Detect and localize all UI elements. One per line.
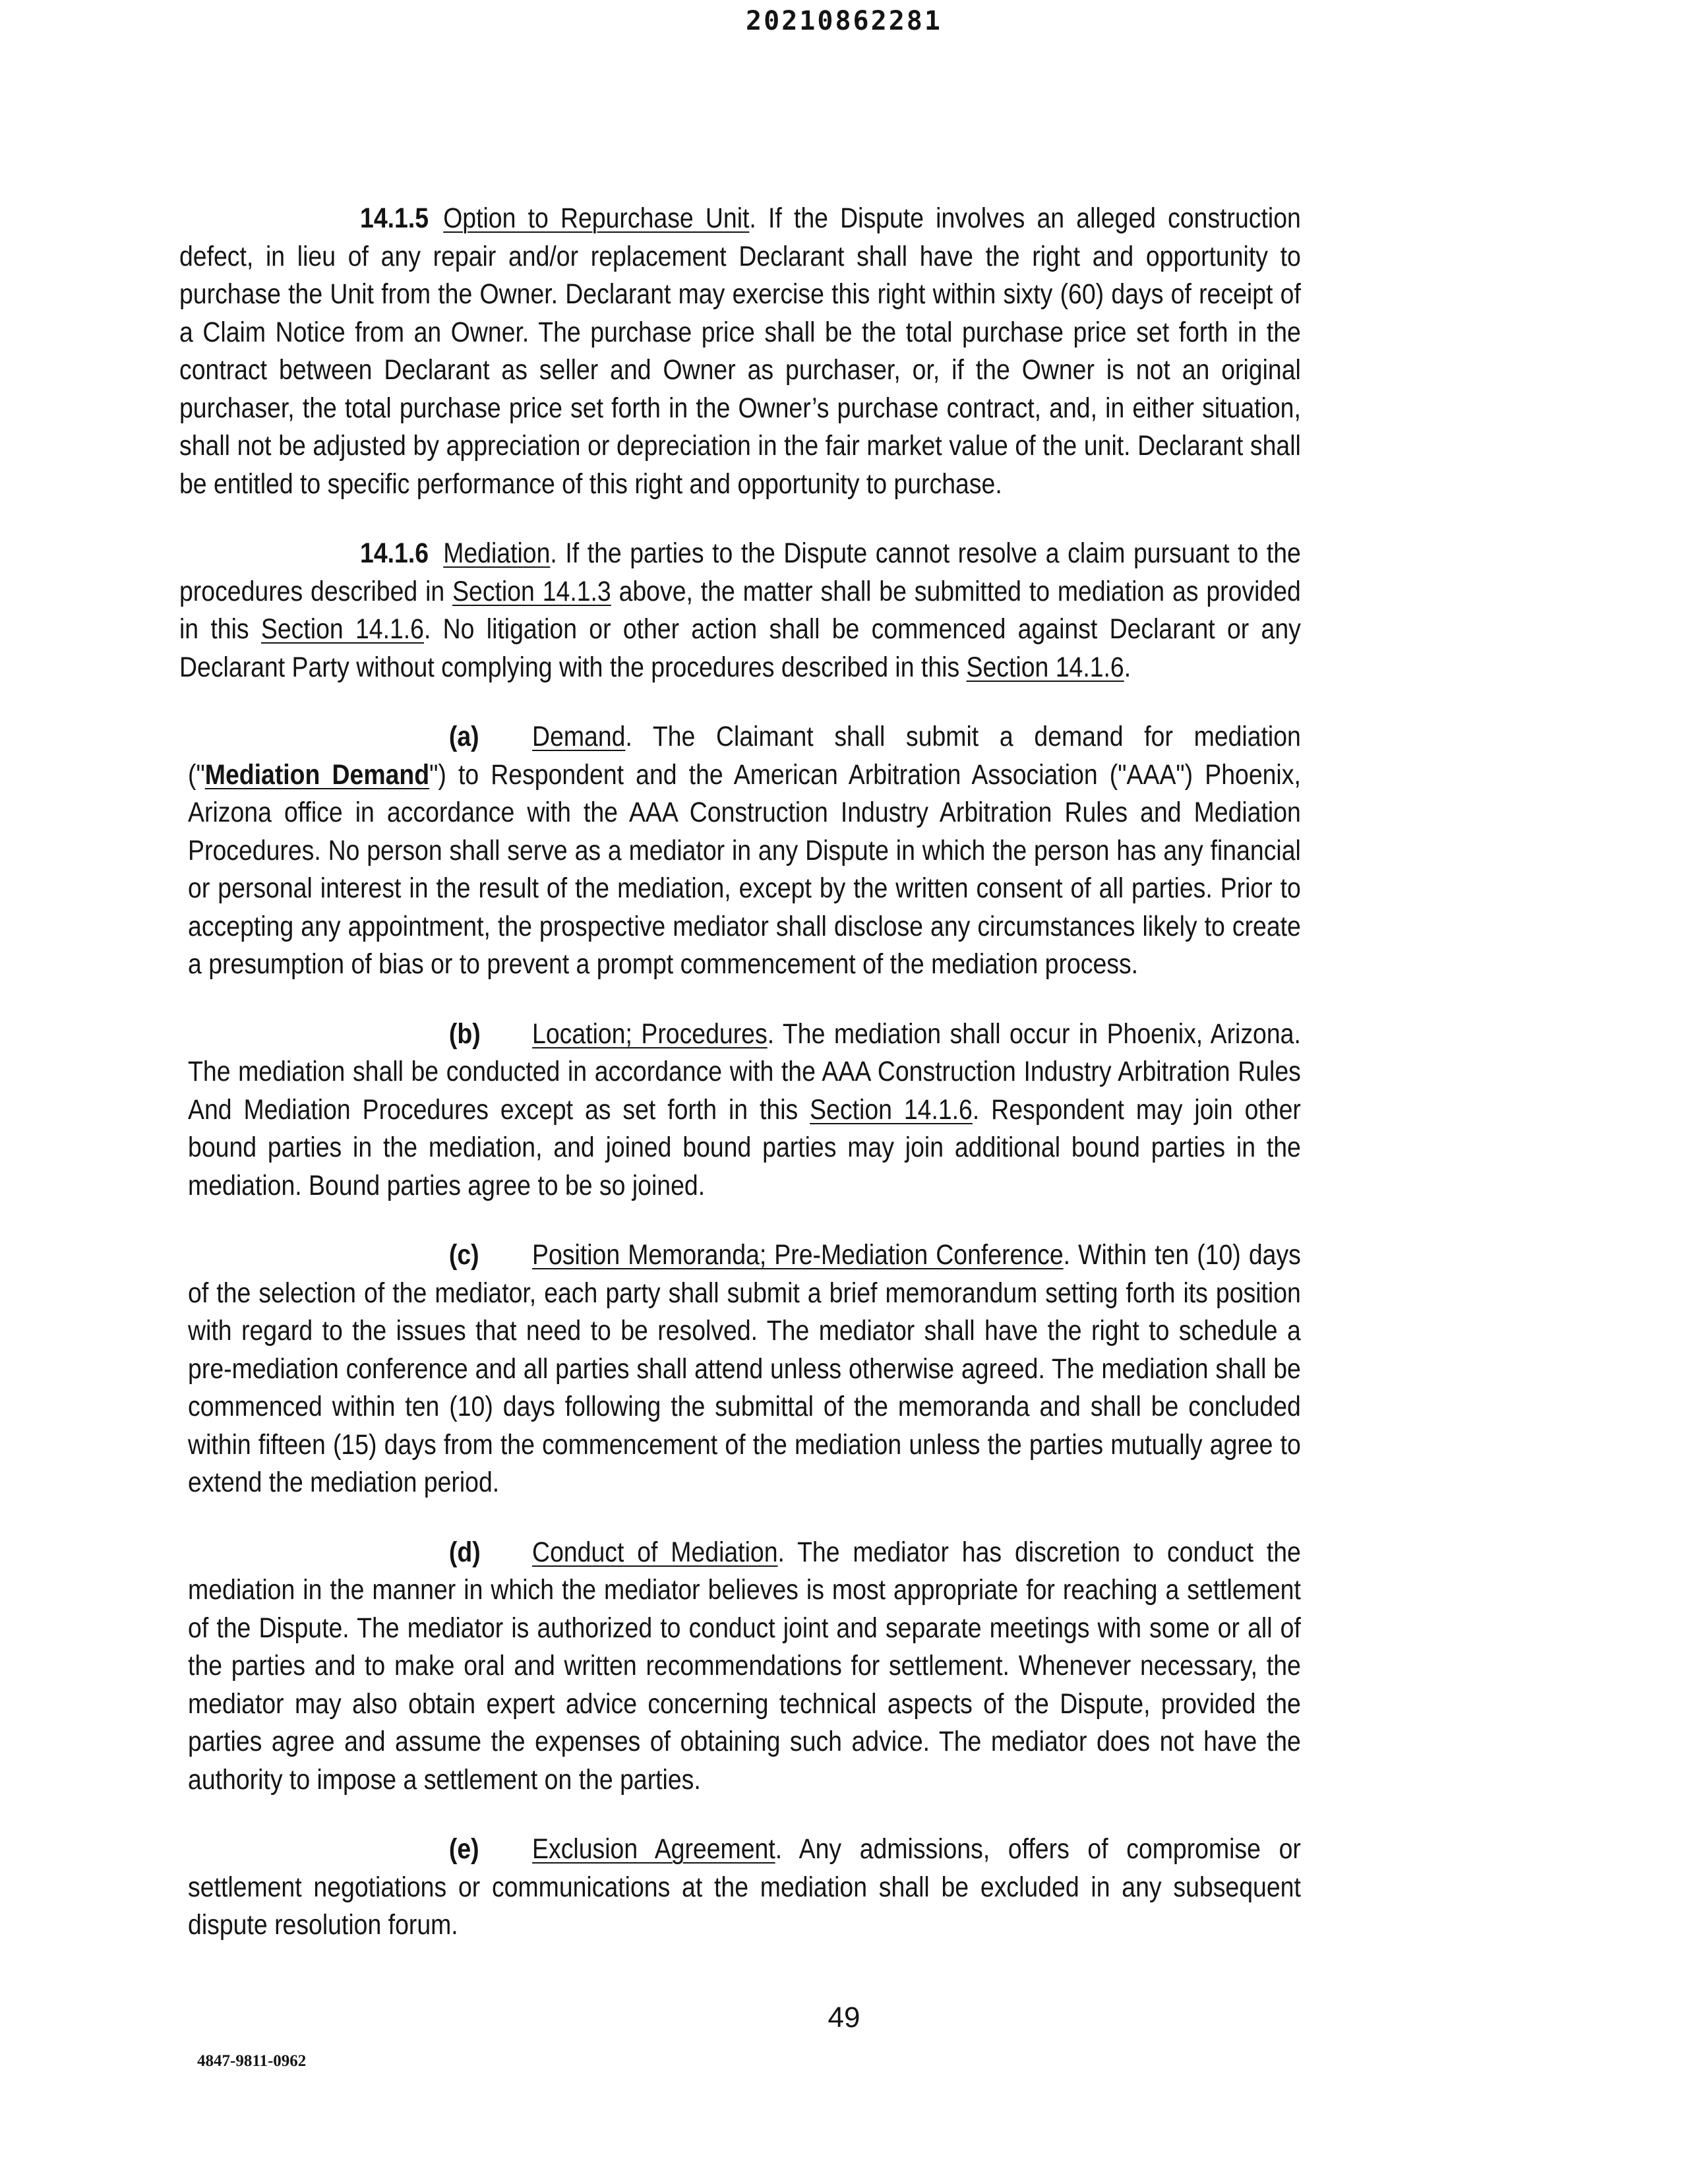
- paragraph-text: above, the matter shall be submitted to mediation as provided in this: [179, 575, 1301, 645]
- subparagraph-a: [179, 718, 1301, 984]
- paragraph-text: . If the Dispute involves an alleged construction defect, in lieu of any repair and/or replacement Declarant shall have the right and opportunity to purchase the Unit from the Owner. Declarant may exercise this right within sixty (60) days of receipt of a Claim Notice from an Owner. The purchase price shall be the total purchase price set forth in the contract between Declarant as seller and Owner as purchaser, or, if the Owner is not an original purchaser, the total purchase price set forth in the Owner’s purchase contract, and, in either situation, shall not be adjusted by appreciation or depreciation in the fair market value of the unit. Declarant shall be entitled to specific performance of this right and opportunity to purchase.: [179, 202, 1301, 500]
- section-reference: Section 14.1.3: [452, 575, 611, 607]
- document-body: [179, 200, 1301, 1945]
- section-title: Option to Repurchase Unit: [443, 202, 750, 234]
- section-title: Mediation: [443, 537, 551, 569]
- section-number: 14.1.5: [360, 202, 429, 234]
- page-number: 49: [828, 2001, 860, 2034]
- recording-number: 20210862281: [746, 6, 942, 36]
- paragraph-text: . Within ten (10) days of the selection of the mediator, each party shall submit a brief memorandum setting forth its position with regard to the issues that need to be resolved. The mediator shall have the right to schedule a pre-mediation conference and all parties shall attend unless otherwise agreed. The mediation shall be commenced within ten (10) days following the submittal of the memoranda and shall be concluded within fifteen (15) days from the commencement of the mediation unless the parties mutually agree to extend the mediation period.: [188, 1239, 1301, 1498]
- subparagraph-title: Demand: [532, 721, 626, 752]
- paragraph-text: . If the parties to the Dispute cannot resolve a claim pursuant to the procedures described in: [179, 537, 1301, 607]
- subparagraph-b: [179, 1016, 1301, 1205]
- paragraph-text: . The Claimant shall submit a demand for mediation (": [188, 721, 1301, 791]
- section-reference: Section 14.1.6: [810, 1093, 973, 1126]
- paragraph-text: .: [1124, 651, 1131, 683]
- subparagraph-d: [179, 1534, 1301, 1800]
- paragraph-14-1-6: [179, 535, 1301, 686]
- subparagraph-c: [179, 1236, 1301, 1502]
- paragraph-text: . The mediator has discretion to conduct the mediation in the manner in which the mediator believes is most appropriate for reaching a settlement of the Dispute. The mediator is authorized to conduct joint and separate meetings with some or all of the parties and to make oral and written recommendations for settlement. Whenever necessary, the mediator may also obtain expert advice concerning technical aspects of the Dispute, provided the parties agree and assume the expenses of obtaining such advice. The mediator does not have the authority to impose a settlement on the parties.: [188, 1536, 1301, 1796]
- subparagraph-label: (e): [448, 1833, 479, 1865]
- subparagraph-label: (c): [448, 1239, 479, 1271]
- document-id: 4847-9811-0962: [197, 2052, 307, 2070]
- subparagraph-title: Exclusion Agreement: [532, 1833, 775, 1865]
- subparagraph-title: Conduct of Mediation: [532, 1536, 778, 1568]
- section-reference: Section 14.1.6: [966, 651, 1124, 683]
- paragraph-14-1-5: [179, 200, 1301, 503]
- subparagraph-label: (d): [448, 1536, 481, 1568]
- subparagraph-title: Location; Procedures: [532, 1017, 768, 1050]
- subparagraph-label: (a): [448, 721, 479, 752]
- defined-term: Mediation Demand: [204, 758, 430, 791]
- subparagraph-label: (b): [448, 1017, 481, 1050]
- paragraph-text: . The mediation shall occur in Phoenix, Arizona. The mediation shall be conducted in accordance with the AAA Construction Industry Arbitration Rules And Mediation Procedures except as set forth in this: [188, 1017, 1301, 1126]
- section-reference: Section 14.1.6: [260, 613, 424, 645]
- paragraph-text: . No litigation or other action shall be commenced against Declarant or any Declarant Party without complying with the procedures described in this: [179, 613, 1301, 683]
- subparagraph-title: Position Memoranda; Pre-Mediation Conference: [532, 1239, 1064, 1271]
- paragraph-text: . Respondent may join other bound parties in the mediation, and joined bound parties may join additional bound parties in the mediation. Bound parties agree to be so joined.: [188, 1093, 1301, 1201]
- subparagraph-e: [179, 1831, 1301, 1945]
- paragraph-text: ") to Respondent and the American Arbitration Association ("AAA") Phoenix, Arizona office in accordance with the AAA Construction Industry Arbitration Rules and Mediation Procedures. No person shall serve as a mediator in any Dispute in which the person has any financial or personal interest in the result of the mediation, except by the written consent of all parties. Prior to accepting any appointment, the prospective mediator shall disclose any circumstances likely to create a presumption of bias or to prevent a prompt commencement of the mediation process.: [188, 758, 1301, 980]
- section-number: 14.1.6: [360, 537, 429, 569]
- paragraph-text: . Any admissions, offers of compromise or settlement negotiations or communications at the mediation shall be excluded in any subsequent dispute resolution forum.: [188, 1833, 1301, 1941]
